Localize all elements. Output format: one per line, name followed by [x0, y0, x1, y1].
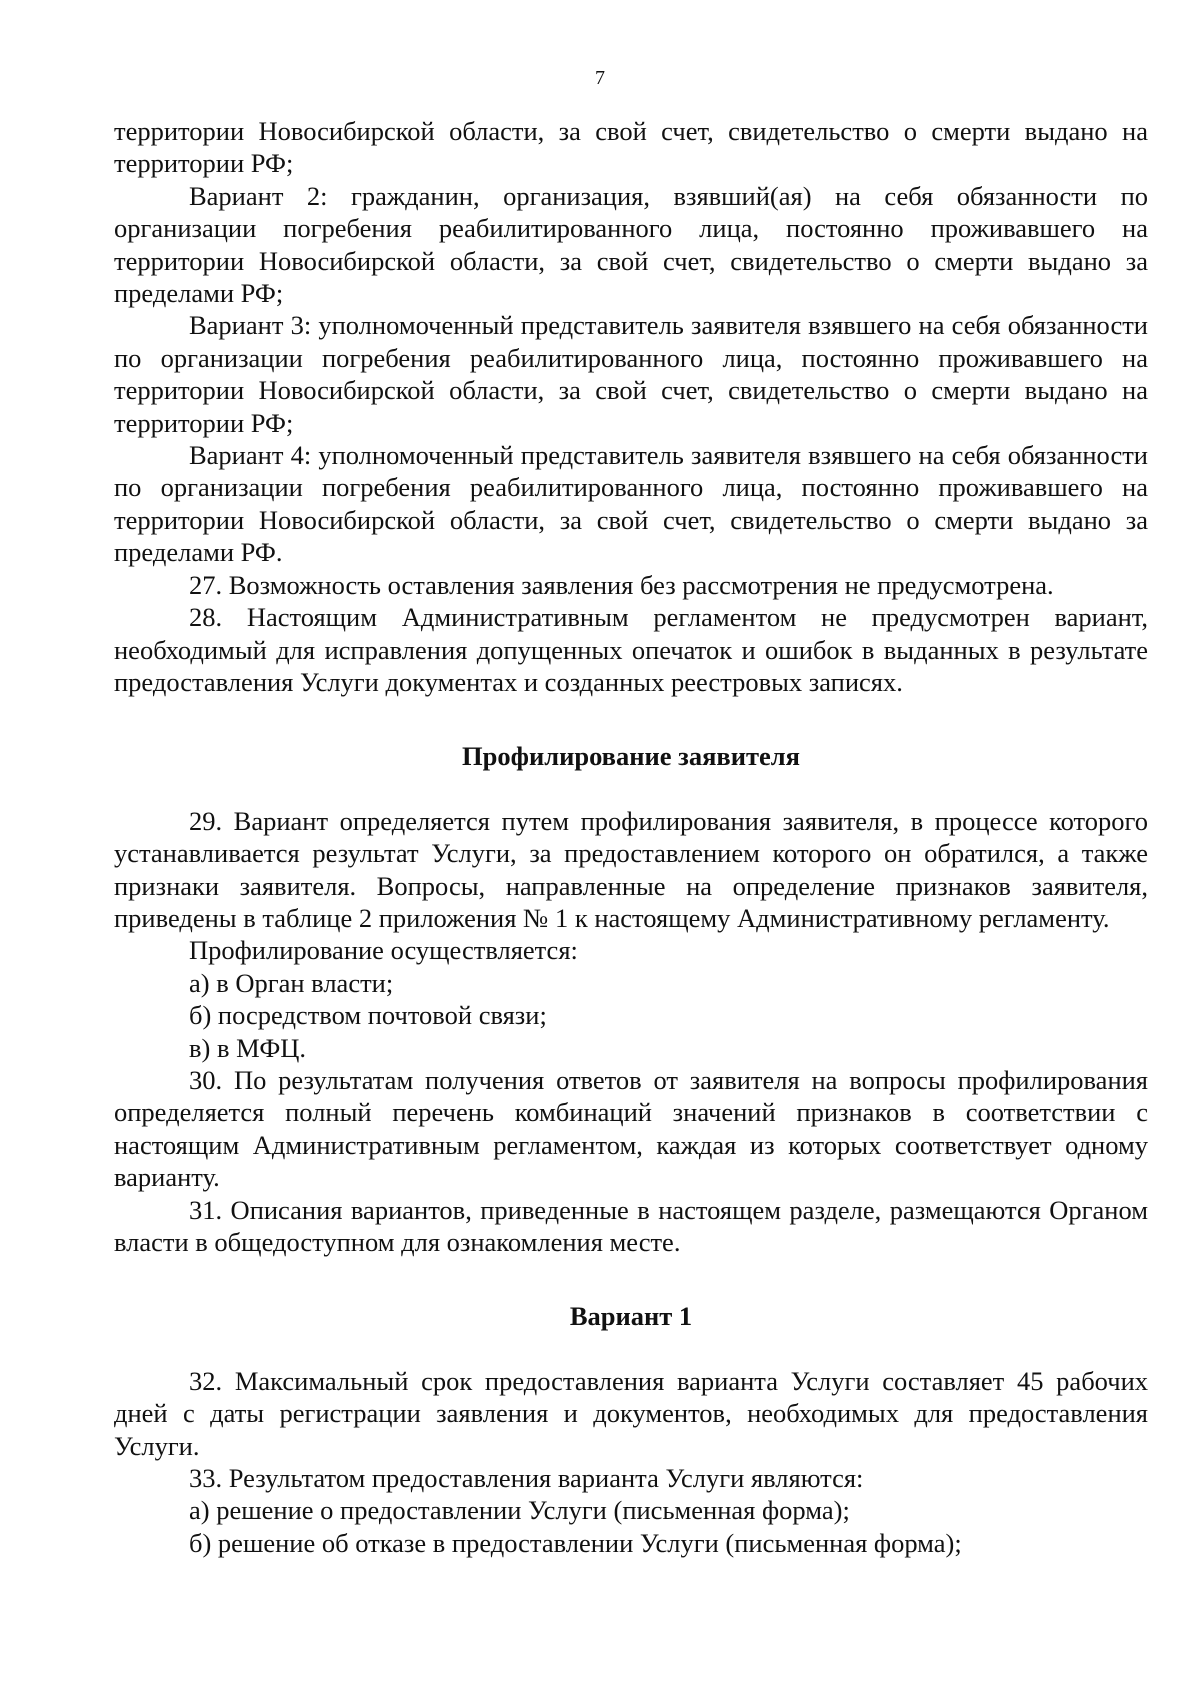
- section-heading-profiling: Профилирование заявителя: [462, 741, 800, 772]
- paragraph-variant-3: Вариант 3: уполномоченный представитель заявителя взявшего на себя обязанности по организации погребения реабилитированного лица, постоянно проживавшего на территории Новосибирской области, за свой счет, свидетельство о смерти выдано на территории РФ;: [114, 310, 1148, 438]
- section-heading-variant-1: Вариант 1: [569, 1301, 693, 1332]
- document-body: [114, 115, 1148, 1559]
- paragraph-31: 31. Описания вариантов, приведенные в настоящем разделе, размещаются Органом власти в общедоступном для ознакомления месте.: [114, 1194, 1148, 1257]
- list-item-v: в) в МФЦ.: [189, 1032, 307, 1063]
- page-number: 7: [595, 67, 605, 89]
- paragraph-28: 28. Настоящим Административным регламентом не предусмотрен вариант, необходимый для исправления допущенных опечаток и ошибок в выданных в результате предоставления Услуги документах и созданных реестровых записях.: [114, 602, 1148, 697]
- paragraph-33: 33. Результатом предоставления варианта Услуги являются:: [189, 1463, 864, 1494]
- list-item-b: б) посредством почтовой связи;: [189, 1000, 547, 1031]
- paragraph-30: 30. По результатам получения ответов от заявителя на вопросы профилирования определяется полный перечень комбинаций значений признаков в соответствии с настоящим Административным регламентом, каждая из которых соответствует одному варианту.: [114, 1064, 1148, 1193]
- result-item-a: а) решение о предоставлении Услуги (письменная форма);: [189, 1495, 850, 1526]
- list-item-a: а) в Орган власти;: [189, 967, 394, 998]
- paragraph-variant-4: Вариант 4: уполномоченный представитель заявителя взявшего на себя обязанности по организации погребения реабилитированного лица, постоянно проживавшего на территории Новосибирской области, за свой счет, свидетельство о смерти выдано за пределами РФ.: [114, 440, 1148, 568]
- paragraph-variant-2: Вариант 2: гражданин, организация, взявший(ая) на себя обязанности по организации погребения реабилитированного лица, постоянно проживавшего на территории Новосибирской области, за свой счет, свидетельство о смерти выдано за пределами РФ;: [114, 180, 1148, 309]
- paragraph-32: 32. Максимальный срок предоставления варианта Услуги составляет 45 рабочих дней с даты регистрации заявления и документов, необходимых для предоставления Услуги.: [114, 1365, 1148, 1461]
- paragraph-continuation: территории Новосибирской области, за свой счет, свидетельство о смерти выдано на территории РФ;: [114, 116, 1148, 179]
- paragraph-profiling-intro: Профилирование осуществляется:: [189, 935, 578, 966]
- paragraph-27: 27. Возможность оставления заявления без рассмотрения не предусмотрена.: [189, 569, 1054, 600]
- paragraph-29: 29. Вариант определяется путем профилирования заявителя, в процессе которого устанавливается результат Услуги, за предоставлением которого он обратился, а также признаки заявителя. Вопросы, направленные на определение признаков заявителя, приведены в таблице 2 приложения № 1 к настоящему Административному регламенту.: [114, 805, 1148, 933]
- result-item-b: б) решение об отказе в предоставлении Услуги (письменная форма);: [189, 1527, 962, 1558]
